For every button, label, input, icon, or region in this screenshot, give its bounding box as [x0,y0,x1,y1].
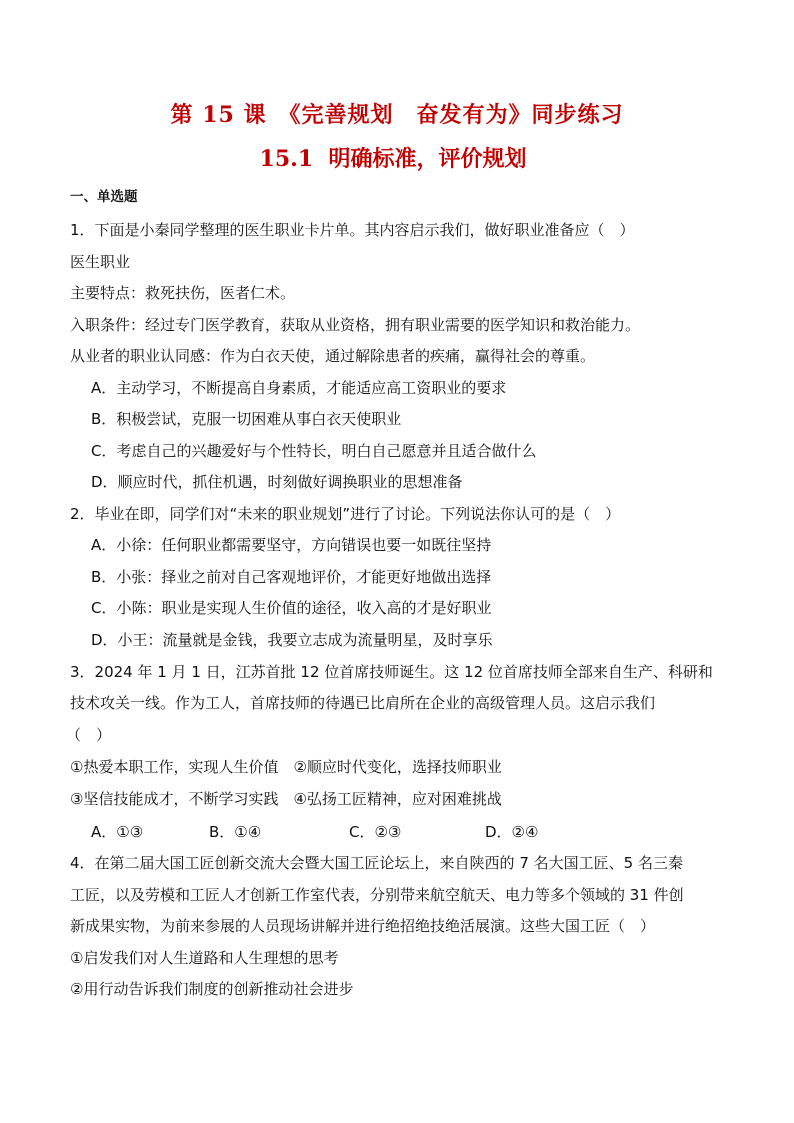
question-4-stem-line-1: 4．在第二届大国工匠创新交流大会暨大国工匠论坛上，来自陕西的 7 名大国工匠、5 名三秦 [70,854,683,872]
question-3-statements-3-4: ③坚信技能成才，不断学习实践 ④弘扬工匠精神，应对困难挑战 [70,790,502,808]
question-1-stem: 1．下面是小秦同学整理的医生职业卡片单。其内容启示我们，做好职业准备应（ ） [70,221,635,239]
question-1-card-requirement: 入职条件：经过专门医学教育，获取从业资格，拥有职业需要的医学知识和救治能力。 [70,316,641,334]
question-3-choice-d: D．②④ [485,823,539,841]
question-2-option-d: D．小王：流量就是金钱，我要立志成为流量明星，及时享乐 [91,631,493,649]
question-1-card-title: 医生职业 [70,253,131,271]
document-title: 第 15 课 《完善规划 奋发有为》同步练习 [170,102,624,128]
question-2-option-c: C．小陈：职业是实现人生价值的途径，收入高的才是好职业 [91,599,492,617]
question-4-statement-2: ②用行动告诉我们制度的创新推动社会进步 [70,980,354,998]
question-3-statements-1-2: ①热爱本职工作，实现人生价值 ②顺应时代变化，选择技师职业 [70,758,502,776]
question-1-option-c: C．考虑自己的兴趣爱好与个性特长，明白自己愿意并且适合做什么 [91,442,537,460]
document-subtitle: 15.1 明确标准，评价规划 [259,146,527,172]
question-2-stem: 2．毕业在即，同学们对“未来的职业规划”进行了讨论。下列说法你认可的是（ ） [70,505,621,523]
question-1-option-d: D．顺应时代，抓住机遇，时刻做好调换职业的思想准备 [91,473,463,491]
question-3-stem-line-1: 3．2024 年 1 月 1 日，江苏首批 12 位首席技师诞生。这 12 位首席技师全部来自生产、科研和 [70,663,713,681]
question-1-option-a: A．主动学习，不断提高自身素质，才能适应高工资职业的要求 [91,379,507,397]
question-4-stem-line-2: 工匠，以及劳模和工匠人才创新工作室代表，分别带来航空航天、电力等多个领域的 31 件创 [70,886,684,904]
question-1-card-identity: 从业者的职业认同感：作为白衣天使，通过解除患者的疾痛，赢得社会的尊重。 [70,347,596,365]
question-2-option-a: A．小徐：任何职业都需要坚守，方向错误也要一如既往坚持 [91,536,492,554]
question-2-option-b: B．小张：择业之前对自己客观地评价，才能更好地做出选择 [91,568,492,586]
question-1-card-feature: 主要特点：救死扶伤，医者仁术。 [70,284,296,302]
question-3-choice-c: C．②③ [349,823,402,841]
question-3-choice-a: A．①③ [91,823,144,841]
question-3-stem-line-2: 技术攻关一线。作为工人，首席技师的待遇已比肩所在企业的高级管理人员。这启示我们 [70,694,656,712]
question-4-stem-line-3: 新成果实物，为前来参展的人员现场讲解并进行绝招绝技绝活展演。这些大国工匠（ ） [70,917,656,935]
question-3-choice-b: B．①④ [209,823,262,841]
question-4-statement-1: ①启发我们对人生道路和人生理想的思考 [70,949,339,967]
question-1-option-b: B．积极尝试，克服一切困难从事白衣天使职业 [91,410,402,428]
section-heading: 一、单选题 [70,189,138,205]
question-3-answer-bracket: （ ） [66,726,112,744]
